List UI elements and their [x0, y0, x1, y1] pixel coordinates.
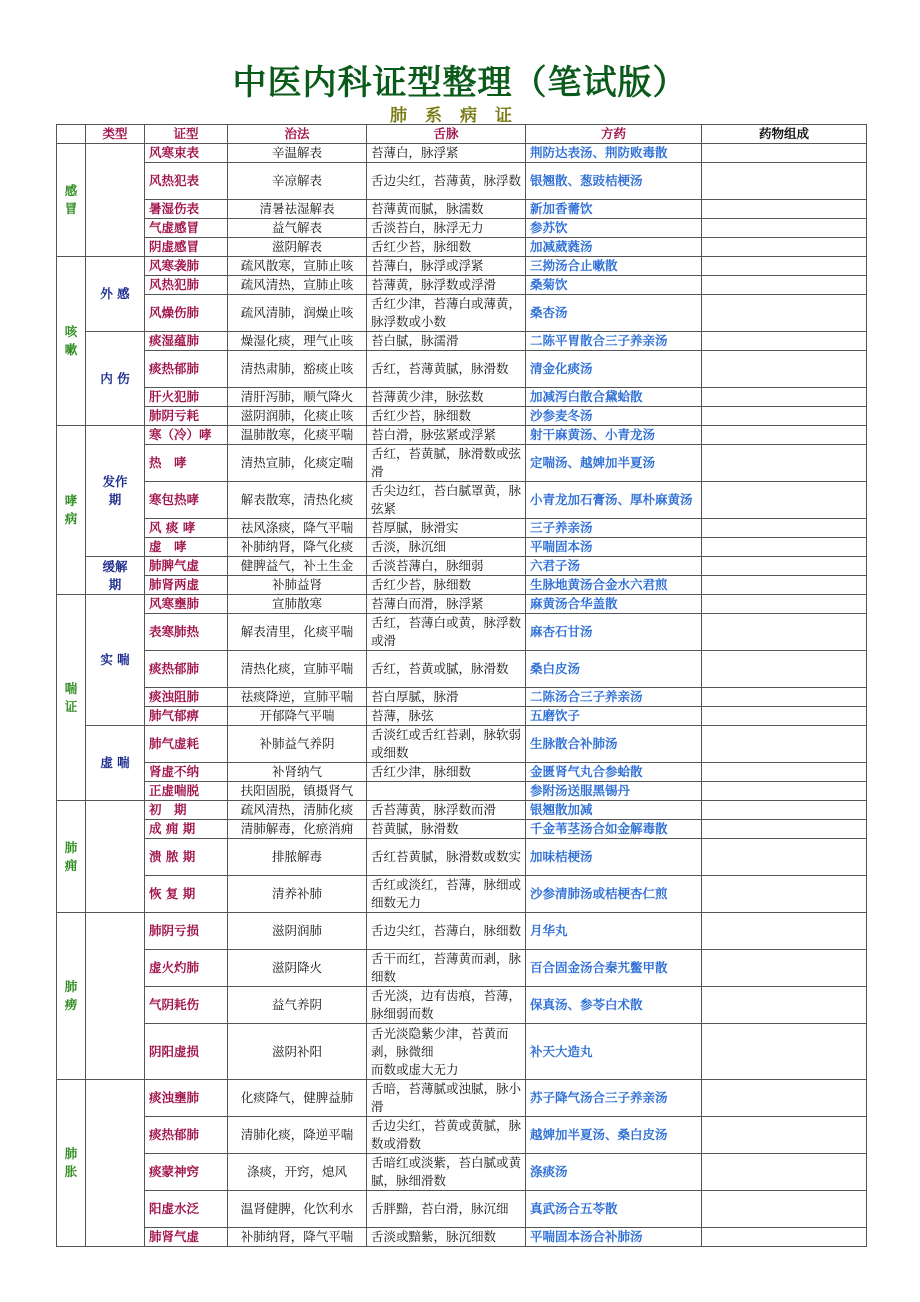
syndrome-table — [56, 124, 867, 1247]
composition-cell — [702, 782, 867, 801]
formula-cell: 二陈平胃散合三子养亲汤 — [526, 332, 702, 351]
composition-cell — [702, 1191, 867, 1228]
treatment-cell: 疏风清肺，润燥止咳 — [228, 295, 367, 332]
treatment-cell: 益气解表 — [228, 219, 367, 238]
syndrome-cell: 肺肾气虚 — [145, 1228, 228, 1247]
tongue-pulse-cell: 舌淡，脉沉细 — [367, 538, 526, 557]
treatment-cell: 补肺益气养阴 — [228, 726, 367, 763]
table-row — [57, 595, 867, 614]
composition-cell — [702, 144, 867, 163]
formula-cell: 麻杏石甘汤 — [526, 614, 702, 651]
syndrome-cell: 暑湿伤表 — [145, 200, 228, 219]
syndrome-cell: 风寒袭肺 — [145, 257, 228, 276]
table-row — [57, 1080, 867, 1117]
syndrome-cell: 阳虚水泛 — [145, 1191, 228, 1228]
formula-cell: 千金苇茎汤合如金解毒散 — [526, 820, 702, 839]
tongue-pulse-cell: 苔白滑，脉弦紧或浮紧 — [367, 426, 526, 445]
subtype-cell-neishang: 内 伤 — [86, 332, 145, 426]
formula-cell: 保真汤、参苓白术散 — [526, 987, 702, 1024]
table-row — [57, 332, 867, 351]
treatment-cell: 清肺化痰，降逆平喘 — [228, 1117, 367, 1154]
category-cell-feiyong: 肺 痈 — [57, 801, 86, 913]
treatment-cell: 健脾益气，补土生金 — [228, 557, 367, 576]
table-row — [57, 426, 867, 445]
composition-cell — [702, 295, 867, 332]
header-treatment: 治法 — [228, 125, 367, 144]
table-row — [57, 407, 867, 426]
table-row — [57, 614, 867, 651]
table-row — [57, 576, 867, 595]
composition-cell — [702, 801, 867, 820]
formula-cell: 定喘汤、越婢加半夏汤 — [526, 445, 702, 482]
syndrome-cell: 表寒肺热 — [145, 614, 228, 651]
syndrome-cell: 气虚感冒 — [145, 219, 228, 238]
composition-cell — [702, 839, 867, 876]
formula-cell: 麻黄汤合华盖散 — [526, 595, 702, 614]
formula-cell: 射干麻黄汤、小青龙汤 — [526, 426, 702, 445]
formula-cell: 桑杏汤 — [526, 295, 702, 332]
table-row — [57, 688, 867, 707]
composition-cell — [702, 163, 867, 200]
composition-cell — [702, 482, 867, 519]
composition-cell — [702, 332, 867, 351]
tongue-pulse-cell: 舌红，苔黄腻，脉滑数或弦滑 — [367, 445, 526, 482]
composition-cell — [702, 595, 867, 614]
composition-cell — [702, 351, 867, 388]
tongue-pulse-cell: 舌暗红或淡紫，苔白腻或黄腻，脉细滑数 — [367, 1154, 526, 1191]
tongue-pulse-cell: 舌淡或黯紫，脉沉细数 — [367, 1228, 526, 1247]
treatment-cell: 祛风涤痰，降气平喘 — [228, 519, 367, 538]
subtype-cell-shichuan: 实 喘 — [86, 595, 145, 726]
table-row — [57, 763, 867, 782]
syndrome-cell: 肺肾两虚 — [145, 576, 228, 595]
treatment-cell: 滋阴降火 — [228, 950, 367, 987]
formula-cell: 月华丸 — [526, 913, 702, 950]
syndrome-cell: 肾虚不纳 — [145, 763, 228, 782]
composition-cell — [702, 519, 867, 538]
composition-cell — [702, 763, 867, 782]
formula-cell: 银翘散加减 — [526, 801, 702, 820]
tongue-pulse-cell — [367, 782, 526, 801]
syndrome-cell: 气阴耗伤 — [145, 987, 228, 1024]
composition-cell — [702, 1117, 867, 1154]
treatment-cell: 温肺散寒，化痰平喘 — [228, 426, 367, 445]
composition-cell — [702, 820, 867, 839]
subtype-blank-cell — [86, 1080, 145, 1247]
composition-cell — [702, 913, 867, 950]
header-blank — [57, 125, 86, 144]
table-row — [57, 913, 867, 950]
category-cell-ganmao: 感 冒 — [57, 144, 86, 257]
formula-cell: 三拗汤合止嗽散 — [526, 257, 702, 276]
table-row — [57, 1117, 867, 1154]
syndrome-cell: 虚火灼肺 — [145, 950, 228, 987]
syndrome-cell: 痰湿蕴肺 — [145, 332, 228, 351]
table-row — [57, 163, 867, 200]
composition-cell — [702, 238, 867, 257]
table-row — [57, 482, 867, 519]
treatment-cell: 滋阴解表 — [228, 238, 367, 257]
tongue-pulse-cell: 苔白腻，脉濡滑 — [367, 332, 526, 351]
treatment-cell: 疏风清热，宣肺止咳 — [228, 276, 367, 295]
composition-cell — [702, 219, 867, 238]
tongue-pulse-cell: 舌红少苔，脉细数 — [367, 238, 526, 257]
syndrome-cell: 风寒壅肺 — [145, 595, 228, 614]
formula-cell: 二陈汤合三子养亲汤 — [526, 688, 702, 707]
tongue-pulse-cell: 舌光淡，边有齿痕，苔薄，脉细弱而数 — [367, 987, 526, 1024]
formula-cell: 补天大造丸 — [526, 1024, 702, 1080]
composition-cell — [702, 614, 867, 651]
table-header-row — [57, 125, 867, 144]
composition-cell — [702, 726, 867, 763]
formula-cell: 桑菊饮 — [526, 276, 702, 295]
composition-cell — [702, 276, 867, 295]
table-row — [57, 726, 867, 763]
subtype-blank-cell — [86, 801, 145, 913]
formula-cell: 桑白皮汤 — [526, 651, 702, 688]
category-cell-kesou: 咳 嗽 — [57, 257, 86, 426]
table-row — [57, 257, 867, 276]
syndrome-cell: 寒包热哮 — [145, 482, 228, 519]
table-row — [57, 276, 867, 295]
formula-cell: 生脉散合补肺汤 — [526, 726, 702, 763]
composition-cell — [702, 257, 867, 276]
composition-cell — [702, 876, 867, 913]
syndrome-cell: 成 痈 期 — [145, 820, 228, 839]
formula-cell: 银翘散、葱豉桔梗汤 — [526, 163, 702, 200]
category-cell-feilao: 肺 痨 — [57, 913, 86, 1080]
subtype-cell-fazuo: 发作 期 — [86, 426, 145, 557]
formula-cell: 六君子汤 — [526, 557, 702, 576]
syndrome-cell: 痰热郁肺 — [145, 651, 228, 688]
table-row — [57, 651, 867, 688]
formula-cell: 生脉地黄汤合金水六君煎 — [526, 576, 702, 595]
composition-cell — [702, 538, 867, 557]
tongue-pulse-cell: 舌红，苔薄黄腻，脉滑数 — [367, 351, 526, 388]
composition-cell — [702, 576, 867, 595]
treatment-cell: 补肺益肾 — [228, 576, 367, 595]
table-row — [57, 557, 867, 576]
treatment-cell: 祛痰降逆，宣肺平喘 — [228, 688, 367, 707]
syndrome-cell: 恢 复 期 — [145, 876, 228, 913]
tongue-pulse-cell: 舌红少苔，脉细数 — [367, 407, 526, 426]
treatment-cell: 清热宣肺，化痰定喘 — [228, 445, 367, 482]
syndrome-cell: 风 痰 哮 — [145, 519, 228, 538]
treatment-cell: 补肺纳肾，降气化痰 — [228, 538, 367, 557]
syndrome-cell: 痰热郁肺 — [145, 351, 228, 388]
treatment-cell: 补肾纳气 — [228, 763, 367, 782]
tongue-pulse-cell: 舌暗，苔薄腻或浊腻，脉小滑 — [367, 1080, 526, 1117]
table-row — [57, 839, 867, 876]
formula-cell: 平喘固本汤合补肺汤 — [526, 1228, 702, 1247]
header-formula: 方药 — [526, 125, 702, 144]
formula-cell: 越婢加半夏汤、桑白皮汤 — [526, 1117, 702, 1154]
table-row — [57, 987, 867, 1024]
treatment-cell: 宣肺散寒 — [228, 595, 367, 614]
tongue-pulse-cell: 舌红少津，脉细数 — [367, 763, 526, 782]
table-row — [57, 820, 867, 839]
tongue-pulse-cell: 苔薄黄少津，脉弦数 — [367, 388, 526, 407]
tongue-pulse-cell: 苔薄白而滑，脉浮紧 — [367, 595, 526, 614]
table-row — [57, 295, 867, 332]
composition-cell — [702, 445, 867, 482]
tongue-pulse-cell: 苔白厚腻，脉滑 — [367, 688, 526, 707]
tongue-pulse-cell: 舌尖边红，苔白腻罩黄，脉弦紧 — [367, 482, 526, 519]
composition-cell — [702, 651, 867, 688]
tongue-pulse-cell: 苔薄黄而腻，脉濡数 — [367, 200, 526, 219]
tongue-pulse-cell: 苔薄白，脉浮紧 — [367, 144, 526, 163]
treatment-cell: 扶阳固脱，镇摄肾气 — [228, 782, 367, 801]
formula-cell: 涤痰汤 — [526, 1154, 702, 1191]
syndrome-cell: 肺阴亏耗 — [145, 407, 228, 426]
treatment-cell: 排脓解毒 — [228, 839, 367, 876]
formula-cell: 加减葳蕤汤 — [526, 238, 702, 257]
syndrome-cell: 肺气郁痹 — [145, 707, 228, 726]
formula-cell: 百合固金汤合秦艽鳖甲散 — [526, 950, 702, 987]
formula-cell: 苏子降气汤合三子养亲汤 — [526, 1080, 702, 1117]
syndrome-cell: 痰浊壅肺 — [145, 1080, 228, 1117]
composition-cell — [702, 1024, 867, 1080]
treatment-cell: 化痰降气，健脾益肺 — [228, 1080, 367, 1117]
syndrome-cell: 初 期 — [145, 801, 228, 820]
tongue-pulse-cell: 舌红苔黄腻，脉滑数或数实 — [367, 839, 526, 876]
treatment-cell: 清肝泻肺，顺气降火 — [228, 388, 367, 407]
tongue-pulse-cell: 苔薄黄，脉浮数或浮滑 — [367, 276, 526, 295]
syndrome-cell: 痰蒙神窍 — [145, 1154, 228, 1191]
treatment-cell: 疏风散寒，宣肺止咳 — [228, 257, 367, 276]
table-row — [57, 144, 867, 163]
composition-cell — [702, 950, 867, 987]
table-row — [57, 519, 867, 538]
formula-cell: 小青龙加石膏汤、厚朴麻黄汤 — [526, 482, 702, 519]
treatment-cell: 辛温解表 — [228, 144, 367, 163]
syndrome-cell: 虚 哮 — [145, 538, 228, 557]
treatment-cell: 滋阴润肺 — [228, 913, 367, 950]
tongue-pulse-cell: 舌红少苔，脉细数 — [367, 576, 526, 595]
table-row — [57, 1191, 867, 1228]
formula-cell: 参附汤送服黑锡丹 — [526, 782, 702, 801]
page-title: 中医内科证型整理（笔试版） — [232, 63, 688, 103]
treatment-cell: 益气养阴 — [228, 987, 367, 1024]
header-syndrome: 证型 — [145, 125, 228, 144]
syndrome-cell: 风热犯表 — [145, 163, 228, 200]
table-row — [57, 238, 867, 257]
syndrome-cell: 肺脾气虚 — [145, 557, 228, 576]
treatment-cell: 涤痰，开窍，熄风 — [228, 1154, 367, 1191]
composition-cell — [702, 987, 867, 1024]
subtype-cell-huanjie: 缓解 期 — [86, 557, 145, 595]
treatment-cell: 开郁降气平喘 — [228, 707, 367, 726]
tongue-pulse-cell: 苔薄白，脉浮或浮紧 — [367, 257, 526, 276]
header-type: 类型 — [86, 125, 145, 144]
subtype-blank-cell — [86, 144, 145, 257]
syndrome-cell: 热 哮 — [145, 445, 228, 482]
formula-cell: 参苏饮 — [526, 219, 702, 238]
tongue-pulse-cell: 舌干而红，苔薄黄而剥，脉细数 — [367, 950, 526, 987]
treatment-cell: 清养补肺 — [228, 876, 367, 913]
syndrome-cell: 痰浊阻肺 — [145, 688, 228, 707]
header-composition: 药物组成 — [702, 125, 867, 144]
tongue-pulse-cell: 舌边尖红，苔黄或黄腻，脉数或滑数 — [367, 1117, 526, 1154]
tongue-pulse-cell: 舌红，苔黄或腻，脉滑数 — [367, 651, 526, 688]
composition-cell — [702, 426, 867, 445]
tongue-pulse-cell: 舌淡苔薄白，脉细弱 — [367, 557, 526, 576]
formula-cell: 荆防达表汤、荆防败毒散 — [526, 144, 702, 163]
tongue-pulse-cell: 苔黄腻，脉滑数 — [367, 820, 526, 839]
treatment-cell: 辛凉解表 — [228, 163, 367, 200]
tongue-pulse-cell: 舌红少津，苔薄白或薄黄，脉浮数或小数 — [367, 295, 526, 332]
subtype-cell-xuchuan: 虚 喘 — [86, 726, 145, 801]
composition-cell — [702, 1154, 867, 1191]
table-row — [57, 1024, 867, 1080]
table-row — [57, 876, 867, 913]
table-row — [57, 388, 867, 407]
treatment-cell: 滋阴润肺，化痰止咳 — [228, 407, 367, 426]
formula-cell: 三子养亲汤 — [526, 519, 702, 538]
tongue-pulse-cell: 苔厚腻，脉滑实 — [367, 519, 526, 538]
treatment-cell: 温肾健脾，化饮利水 — [228, 1191, 367, 1228]
treatment-cell: 清暑祛湿解表 — [228, 200, 367, 219]
tongue-pulse-cell: 舌红或淡红，苔薄，脉细或细数无力 — [367, 876, 526, 913]
treatment-cell: 燥湿化痰，理气止咳 — [228, 332, 367, 351]
treatment-cell: 清热肃肺，豁痰止咳 — [228, 351, 367, 388]
tongue-pulse-cell: 舌边尖红，苔薄白，脉细数 — [367, 913, 526, 950]
syndrome-cell: 肺气虚耗 — [145, 726, 228, 763]
syndrome-cell: 正虚喘脱 — [145, 782, 228, 801]
header-tongue-pulse: 舌脉 — [367, 125, 526, 144]
tongue-pulse-cell: 舌边尖红，苔薄黄，脉浮数 — [367, 163, 526, 200]
syndrome-cell: 溃 脓 期 — [145, 839, 228, 876]
tongue-pulse-cell: 舌光淡隐紫少津，苔黄而剥，脉微细 而数或虚大无力 — [367, 1024, 526, 1080]
formula-cell: 五磨饮子 — [526, 707, 702, 726]
treatment-cell: 解表散寒，清热化痰 — [228, 482, 367, 519]
composition-cell — [702, 688, 867, 707]
formula-cell: 加味桔梗汤 — [526, 839, 702, 876]
syndrome-cell: 阴阳虚损 — [145, 1024, 228, 1080]
treatment-cell: 滋阴补阳 — [228, 1024, 367, 1080]
syndrome-cell: 痰热郁肺 — [145, 1117, 228, 1154]
table-row — [57, 707, 867, 726]
table-row — [57, 1228, 867, 1247]
tongue-pulse-cell: 舌苔薄黄，脉浮数而滑 — [367, 801, 526, 820]
formula-cell: 金匮肾气丸合参蛤散 — [526, 763, 702, 782]
table-row — [57, 351, 867, 388]
subtype-cell-waigan: 外 感 — [86, 257, 145, 332]
composition-cell — [702, 557, 867, 576]
tongue-pulse-cell: 舌红，苔薄白或黄，脉浮数或滑 — [367, 614, 526, 651]
composition-cell — [702, 407, 867, 426]
syndrome-cell: 风热犯肺 — [145, 276, 228, 295]
syndrome-cell: 风燥伤肺 — [145, 295, 228, 332]
treatment-cell: 解表清里，化痰平喘 — [228, 614, 367, 651]
treatment-cell: 清热化痰，宣肺平喘 — [228, 651, 367, 688]
composition-cell — [702, 1228, 867, 1247]
table-row — [57, 445, 867, 482]
formula-cell: 沙参麦冬汤 — [526, 407, 702, 426]
category-cell-chuanzheng: 喘 证 — [57, 595, 86, 801]
formula-cell: 沙参清肺汤或桔梗杏仁煎 — [526, 876, 702, 913]
category-cell-xiaobing: 哮 病 — [57, 426, 86, 595]
syndrome-cell: 寒（冷）哮 — [145, 426, 228, 445]
category-cell-feizhang: 肺 胀 — [57, 1080, 86, 1247]
composition-cell — [702, 200, 867, 219]
composition-cell — [702, 707, 867, 726]
treatment-cell: 清肺解毒，化瘀消痈 — [228, 820, 367, 839]
table-row — [57, 200, 867, 219]
syndrome-cell: 肝火犯肺 — [145, 388, 228, 407]
formula-cell: 真武汤合五苓散 — [526, 1191, 702, 1228]
syndrome-cell: 阴虚感冒 — [145, 238, 228, 257]
tongue-pulse-cell: 舌胖黯，苔白滑，脉沉细 — [367, 1191, 526, 1228]
formula-cell: 清金化痰汤 — [526, 351, 702, 388]
table-row — [57, 219, 867, 238]
section-subtitle: 肺系病证 — [390, 106, 530, 126]
table-row — [57, 1154, 867, 1191]
table-row — [57, 538, 867, 557]
treatment-cell: 补肺纳肾，降气平喘 — [228, 1228, 367, 1247]
composition-cell — [702, 388, 867, 407]
tongue-pulse-cell: 舌淡苔白，脉浮无力 — [367, 219, 526, 238]
table-row — [57, 801, 867, 820]
composition-cell — [702, 1080, 867, 1117]
syndrome-cell: 肺阴亏损 — [145, 913, 228, 950]
subtype-blank-cell — [86, 913, 145, 1080]
tongue-pulse-cell: 苔薄，脉弦 — [367, 707, 526, 726]
formula-cell: 加减泻白散合黛蛤散 — [526, 388, 702, 407]
tongue-pulse-cell: 舌淡红或舌红苔剥，脉软弱或细数 — [367, 726, 526, 763]
table-row — [57, 782, 867, 801]
table-row — [57, 950, 867, 987]
formula-cell: 平喘固本汤 — [526, 538, 702, 557]
formula-cell: 新加香薷饮 — [526, 200, 702, 219]
syndrome-cell: 风寒束表 — [145, 144, 228, 163]
treatment-cell: 疏风清热，清肺化痰 — [228, 801, 367, 820]
